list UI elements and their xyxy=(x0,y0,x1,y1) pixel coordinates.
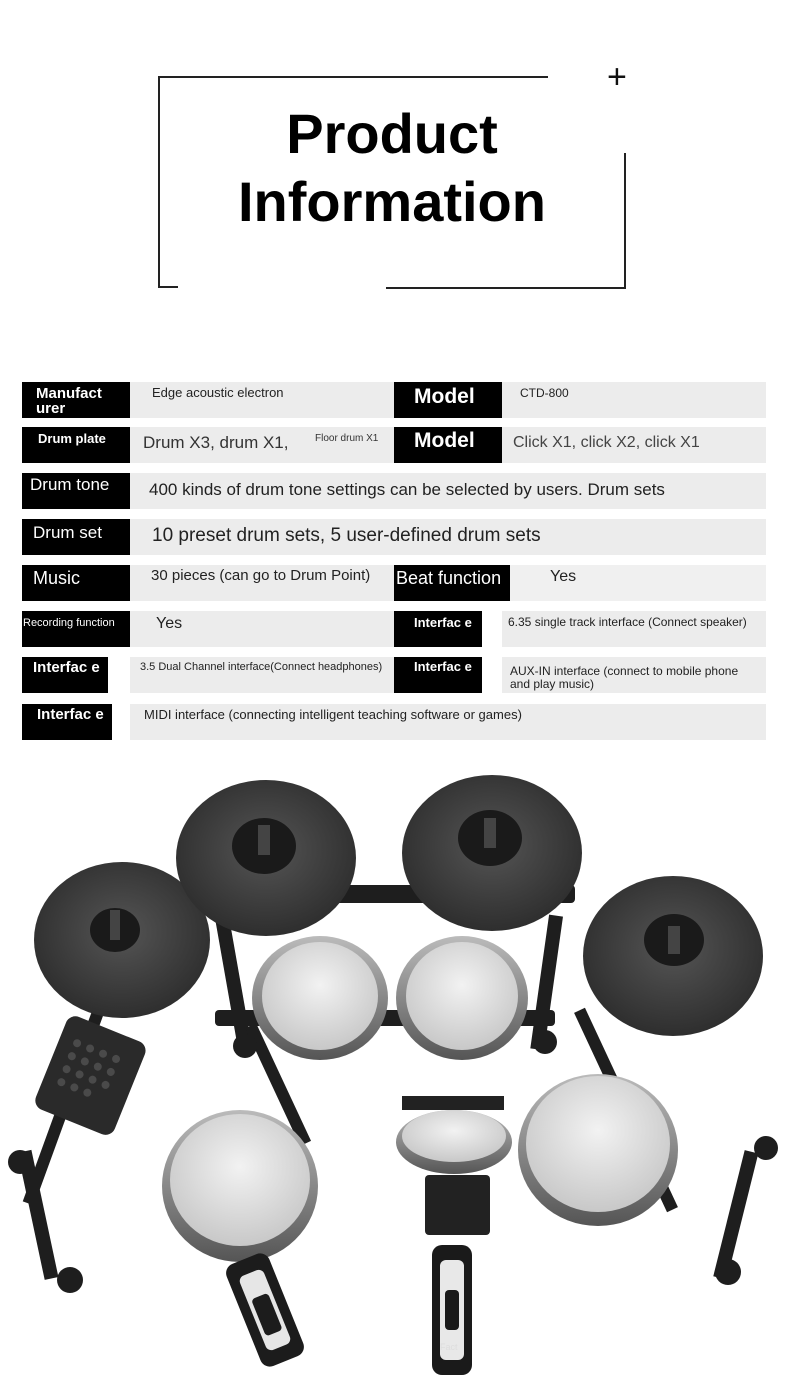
tom-pad-right xyxy=(396,936,528,1060)
floor-tom-right xyxy=(518,1074,678,1226)
spec-label: Drum set xyxy=(22,519,130,555)
spec-label: Interfac e xyxy=(22,704,112,740)
spec-label: Recording function xyxy=(22,611,130,647)
spec-row xyxy=(22,382,766,418)
spec-row xyxy=(22,704,766,740)
spec-label: Drum tone xyxy=(22,473,130,509)
spec-value: Edge acoustic electron xyxy=(130,382,330,418)
spec-label: Interfac e xyxy=(394,657,482,693)
spec-value: Yes xyxy=(510,565,766,601)
spec-row xyxy=(22,611,766,647)
cymbal-right xyxy=(583,876,763,1036)
spec-value: 10 preset drum sets, 5 user-defined drum sets xyxy=(130,519,766,555)
spec-value: Yes xyxy=(130,611,394,647)
spec-row xyxy=(22,427,766,463)
page-title xyxy=(160,100,624,236)
spec-value: AUX-IN interface (connect to mobile phone and play music) xyxy=(502,657,766,693)
spec-label: Music xyxy=(22,565,130,601)
title-line-1: Product xyxy=(286,102,498,165)
kick-pedal xyxy=(425,1175,490,1375)
spec-label: Model xyxy=(394,427,502,463)
spec-value-note: Floor drum X1 xyxy=(315,433,379,444)
frame-top-line xyxy=(158,76,548,78)
spec-value-filler xyxy=(330,382,394,418)
spec-label: Manufact urer xyxy=(22,382,130,418)
title-frame xyxy=(0,0,790,330)
pedal-label: Fact xyxy=(440,1342,458,1352)
spec-value: MIDI interface (connecting intelligent teaching software or games) xyxy=(130,704,766,740)
plus-icon: + xyxy=(607,58,627,96)
floor-tom-left xyxy=(162,1110,318,1262)
spec-value: 6.35 single track interface (Connect speaker) xyxy=(502,611,766,647)
drum-module xyxy=(32,1013,148,1138)
spec-label: Drum plate xyxy=(22,427,130,463)
cymbal-top-right xyxy=(402,775,582,931)
frame-bottom-left-line xyxy=(158,286,178,288)
spec-label: Interfac e xyxy=(394,611,482,647)
spec-row xyxy=(22,519,766,555)
product-image xyxy=(0,750,790,1389)
snare-pad xyxy=(396,1096,512,1174)
spec-value-cell xyxy=(130,427,394,463)
frame-right-line xyxy=(624,153,626,289)
spec-label: Model xyxy=(394,382,502,418)
cymbal-top-left xyxy=(176,780,356,936)
spec-value: 400 kinds of drum tone settings can be selected by users. Drum sets xyxy=(130,473,766,509)
title-line-2: Information xyxy=(238,170,546,233)
spec-label: Beat function xyxy=(394,565,510,601)
spec-value: Click X1, click X2, click X1 xyxy=(502,427,766,463)
spec-value: Drum X3, drum X1, xyxy=(143,433,289,452)
spec-value: CTD-800 xyxy=(502,382,766,418)
spec-row xyxy=(22,473,766,509)
frame-bottom-right-line xyxy=(386,287,626,289)
drum-kit-illustration xyxy=(0,750,790,1389)
spec-label: Interfac e xyxy=(22,657,108,693)
tom-pad-left xyxy=(252,936,388,1060)
spec-value: 30 pieces (can go to Drum Point) xyxy=(130,565,394,601)
spec-value: 3.5 Dual Channel interface(Connect headphones) xyxy=(130,657,394,693)
hihat-pedal xyxy=(223,1250,307,1369)
spec-row xyxy=(22,657,766,693)
spec-row xyxy=(22,565,766,601)
